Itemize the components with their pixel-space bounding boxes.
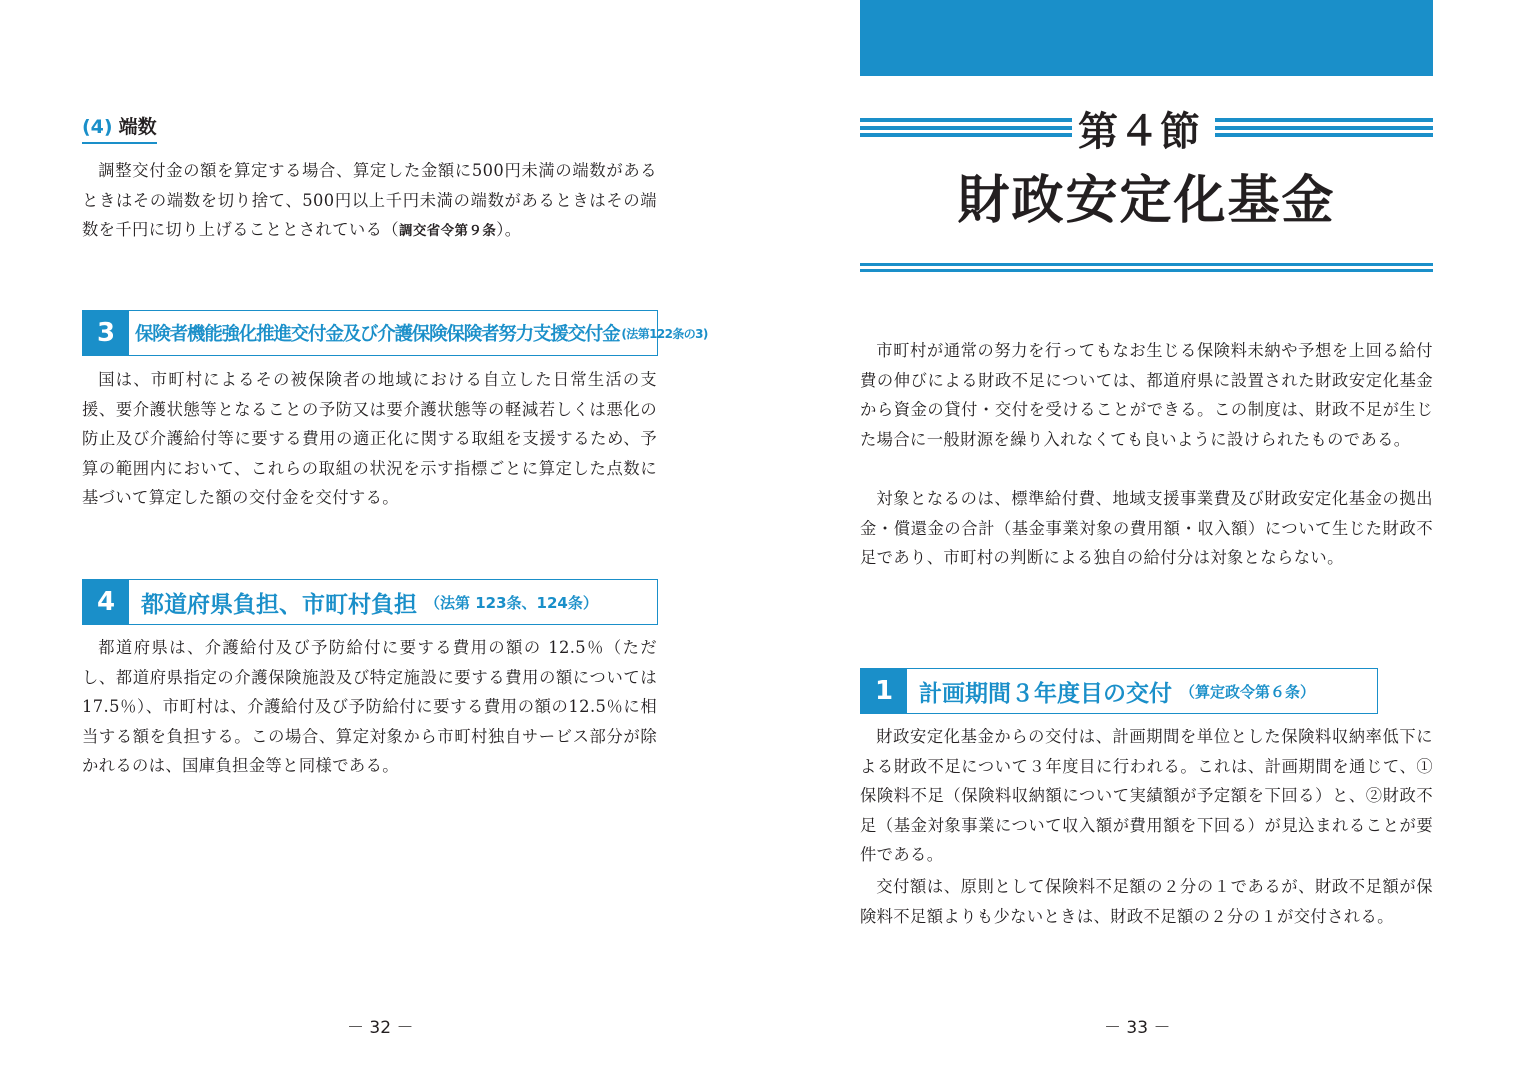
subsection-number: (4) — [82, 116, 113, 138]
subsection-heading — [82, 112, 157, 144]
left-page — [0, 0, 757, 1075]
section-3-law: (法第122条の3) — [621, 326, 708, 341]
subsection-paragraph: 調整交付金の額を算定する場合、算定した金額に500円未満の端数があるときはその端数を切り捨て、500円以上千円未満の端数があるときはその端数を千円に切り上げることとされている（調交省令第９条）。 — [82, 161, 657, 240]
section-3-paragraph: 国は、市町村によるその被保険者の地域における自立した日常生活の支援、要介護状態等となることの予防又は要介護状態等の軽減若しくは悪化の防止及び介護給付等に要する費用の適正化に関する取組を支援するため、予算の範囲内において、これらの取組の状況を示す指標ごとに算定した点数に基づいて算定した額の交付金を交付する。 — [82, 370, 657, 508]
decorative-lines-right — [1215, 118, 1433, 137]
intro-paragraph-1: 市町村が通常の努力を行ってもなお生じる保険料未納や予想を上回る給付費の伸びによる財政不足については、都道府県に設置された財政安定化基金から資金の貸付・交付を受けることができる。この制度は、財政不足が生じた場合に一般財源を繰り入れなくても良いように設けられたものである。 — [860, 341, 1433, 449]
section-4-number: 4 — [83, 580, 129, 624]
subsection-reference: 調交省令第９条 — [398, 223, 497, 240]
chapter-title: 財政安定化基金 — [957, 171, 1336, 231]
section-1-paragraph-2: 交付額は、原則として保険料不足額の２分の１であるが、財政不足額が保険料不足額よりも少ないときは、財政不足額の２分の１が交付される。 — [860, 877, 1433, 926]
section-1-title: 計画期間３年度目の交付 — [919, 680, 1172, 707]
section-4-paragraph: 都道府県は、介護給付及び予防給付に要する費用の額の 12.5％（ただし、都道府県指定の介護保険施設及び特定施設に要する費用の額については 17.5％）、市町村は、介護給付及び予防給付に要する費用の額の12.5％に相当する額を負担する。この場合、算定対象から市町村独自サービス部分が除かれるのは、国庫負担金等と同様である。 — [82, 638, 657, 776]
chapter-divider — [860, 263, 1433, 272]
section-4-law: （法第 123条、124条） — [425, 593, 598, 612]
section-4-title: 都道府県負担、市町村負担 — [141, 591, 417, 618]
chapter-banner — [860, 0, 1433, 76]
decorative-lines-left — [860, 118, 1072, 137]
section-4-heading — [82, 579, 658, 625]
page-number-right: － 33 － — [1104, 1018, 1171, 1038]
section-3-title: 保険者機能強化推進交付金及び介護保険保険者努力支援交付金 — [135, 324, 620, 345]
intro-paragraph-2: 対象となるのは、標準給付費、地域支援事業費及び財政安定化基金の拠出金・償還金の合計（基金事業対象の費用額・収入額）について生じた財政不足であり、市町村の判断による独自の給付分は対象とならない。 — [860, 489, 1433, 568]
subsection-title: 端数 — [118, 116, 157, 138]
section-1-number: 1 — [861, 669, 907, 713]
section-3-heading — [82, 310, 708, 356]
section-1-paragraph-1: 財政安定化基金からの交付は、計画期間を単位とした保険料収納率低下による財政不足について３年度目に行われる。これは、計画期間を通じて、①保険料不足（保険料収納額について実績額が予定額を下回る）と、②財政不足（基金対象事業について収入額が費用額を下回る）が見込まれることが要件である。 — [860, 727, 1433, 865]
chapter-number: 第４節 — [1078, 109, 1201, 155]
section-3-number: 3 — [83, 311, 129, 355]
section-1-heading — [860, 668, 1378, 714]
page-number-left: － 32 － — [347, 1018, 414, 1038]
section-1-law: （算定政令第６条） — [1180, 682, 1316, 701]
